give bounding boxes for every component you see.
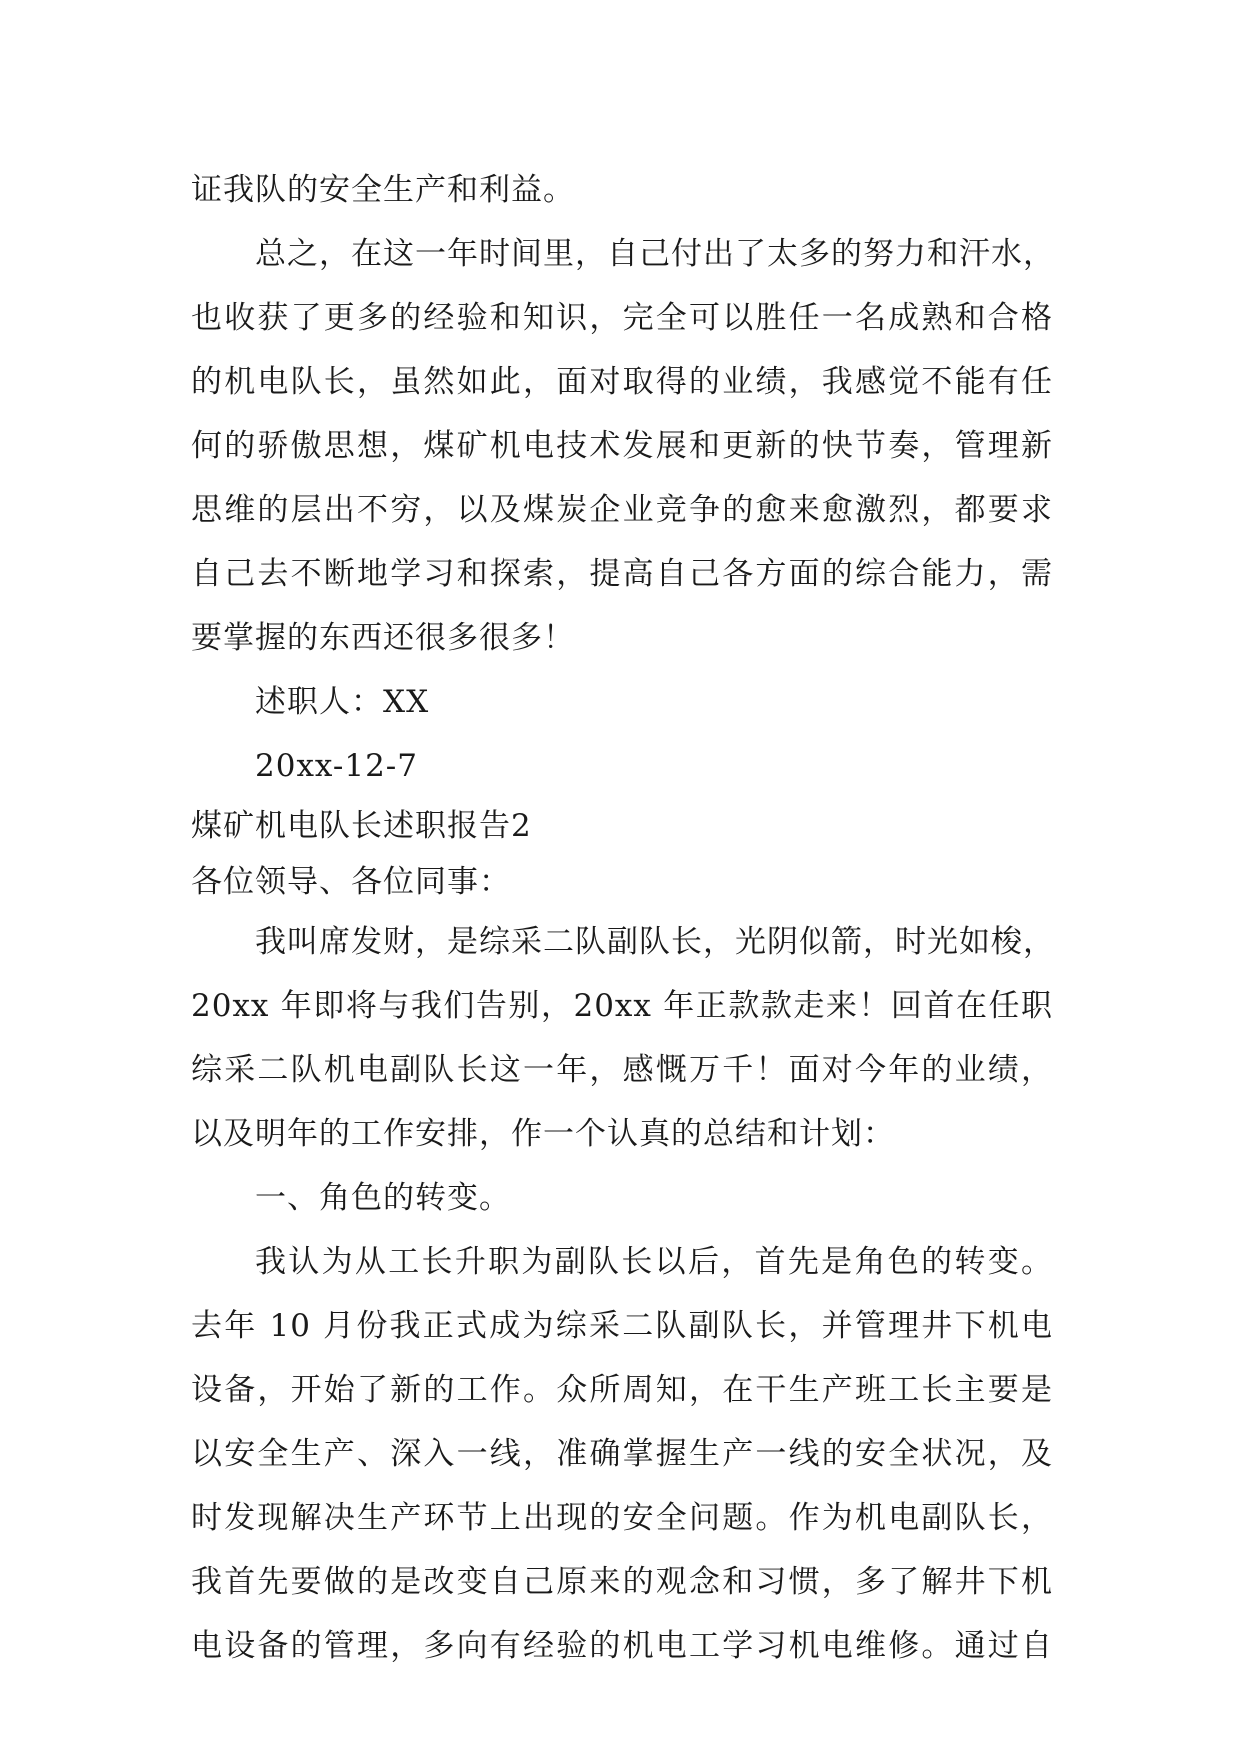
text-line: 20xx 年即将与我们告别，20xx 年正款款走来！回首在任职 [191, 988, 1053, 1024]
text-line: 我叫席发财，是综采二队副队长，光阴似箭，时光如梭， [255, 924, 1055, 960]
text-line: 自己去不断地学习和探索，提高自己各方面的综合能力，需 [191, 556, 1053, 592]
subheading: 一、角色的转变。 [255, 1180, 511, 1216]
salutation: 各位领导、各位同事： [191, 864, 511, 900]
body-text [191, 158, 1053, 1678]
text-line: 综采二队机电副队长这一年，感慨万千！面对今年的业绩， [191, 1052, 1053, 1088]
signature-line: 述职人：XX [255, 684, 430, 720]
text-line: 要掌握的东西还很多很多！ [191, 620, 575, 656]
text-line: 也收获了更多的经验和知识，完全可以胜任一名成熟和合格 [191, 300, 1053, 336]
text-line: 以及明年的工作安排，作一个认真的总结和计划： [191, 1116, 895, 1152]
text-line: 去年 10 月份我正式成为综采二队副队长，并管理井下机电 [191, 1308, 1053, 1344]
text-line: 时发现解决生产环节上出现的安全问题。作为机电副队长， [191, 1500, 1053, 1536]
text-line: 的机电队长，虽然如此，面对取得的业绩，我感觉不能有任 [191, 364, 1053, 400]
text-line: 我认为从工长升职为副队长以后，首先是角色的转变。 [255, 1244, 1053, 1280]
text-line: 思维的层出不穷，以及煤炭企业竞争的愈来愈激烈，都要求 [191, 492, 1053, 528]
date-line: 20xx-12-7 [255, 748, 418, 784]
text-line: 电设备的管理，多向有经验的机电工学习机电维修。通过自 [191, 1628, 1053, 1664]
text-line: 设备，开始了新的工作。众所周知，在干生产班工长主要是 [191, 1372, 1053, 1408]
text-line: 何的骄傲思想，煤矿机电技术发展和更新的快节奏，管理新 [191, 428, 1053, 464]
text-line: 我首先要做的是改变自己原来的观念和习惯，多了解井下机 [191, 1564, 1053, 1600]
text-line: 以安全生产、深入一线，准确掌握生产一线的安全状况，及 [191, 1436, 1053, 1472]
section-title: 煤矿机电队长述职报告2 [191, 808, 532, 844]
text-line: 证我队的安全生产和利益。 [191, 172, 575, 208]
text-line: 总之，在这一年时间里，自己付出了太多的努力和汗水， [255, 236, 1055, 272]
